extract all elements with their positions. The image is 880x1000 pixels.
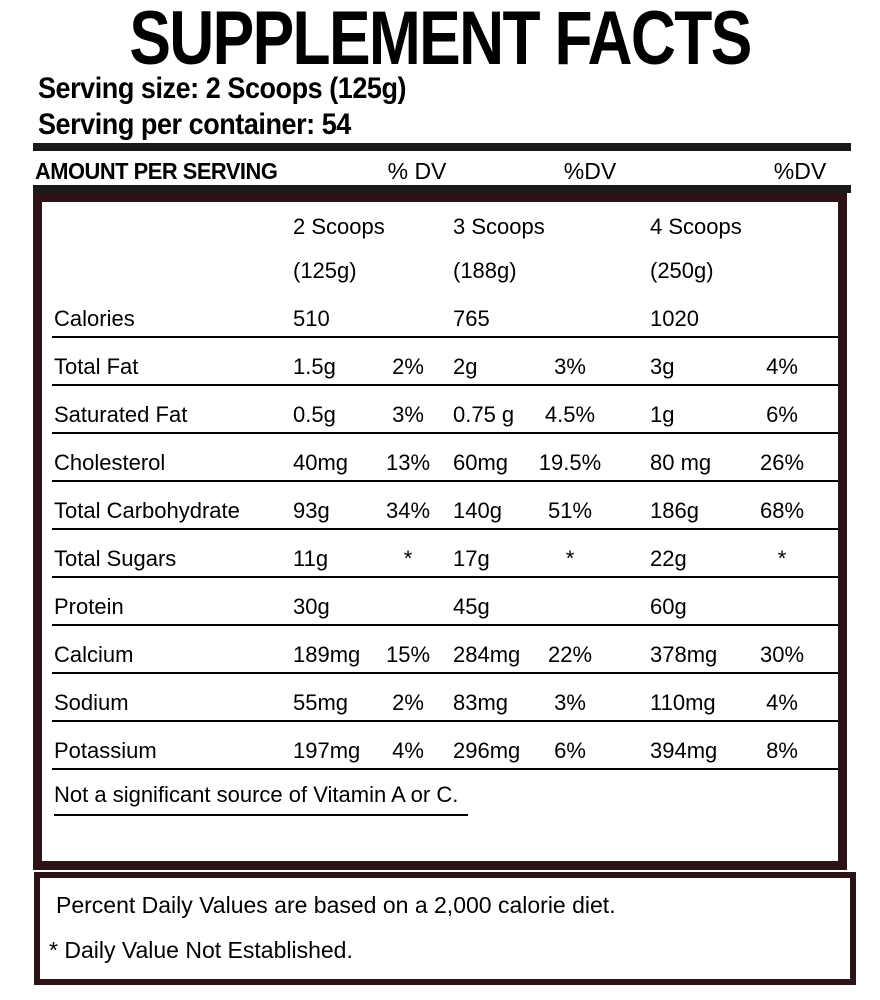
dv-header-1: % DV (387, 158, 447, 184)
dv-header-2: %DV (563, 158, 617, 184)
amount-col3: 186g (650, 498, 699, 523)
dv-col2: 6% (554, 738, 586, 763)
facts-panel (33, 193, 847, 870)
dv-col1: 2% (392, 354, 424, 379)
scoop-header-2: 3 Scoops (453, 214, 545, 239)
nutrient-row-total-sugars (42, 530, 838, 578)
dv-col3: 68% (759, 498, 805, 523)
dv-col1: 15% (385, 642, 431, 667)
dv-col2: 3% (554, 354, 586, 379)
nutrient-row-total-carbohydrate (42, 482, 838, 530)
servings-per-container-line: Serving per container: 54 (38, 108, 351, 141)
amount-col1: 189mg (293, 642, 361, 667)
amount-col2: 17g (453, 546, 490, 571)
dv-col3: 8% (766, 738, 798, 763)
dv-col3: 4% (766, 354, 798, 379)
amount-col1: 1.5g (293, 354, 336, 379)
thick-rule-bottom (33, 185, 851, 193)
dv-col3: 26% (759, 450, 805, 475)
amount-col1: 93g (293, 498, 330, 523)
nutrient-name: Total Fat (54, 354, 139, 379)
dv-col1: 4% (392, 738, 424, 763)
label-title: SUPPLEMENT FACTS (129, 0, 751, 81)
nutrient-row-sodium (42, 674, 838, 722)
nutrient-row-potassium (42, 722, 838, 770)
dv-col1: 3% (392, 402, 424, 427)
footnote-dv-not-established: * Daily Value Not Established. (49, 937, 353, 963)
nutrient-row-saturated-fat (42, 386, 838, 434)
gram-header-3: (250g) (650, 258, 714, 283)
dv-col1: * (403, 546, 413, 571)
footnote-box (34, 872, 856, 985)
amount-col1: 11g (293, 546, 329, 571)
nutrient-name: Cholesterol (54, 450, 166, 475)
amount-col1: 510 (293, 306, 330, 331)
amount-col3: 60g (650, 594, 687, 619)
dv-col2: 51% (547, 498, 593, 523)
gram-header-row (42, 246, 838, 290)
amount-col2: 83mg (453, 690, 509, 715)
amount-col3: 1g (650, 402, 675, 427)
scoop-header-3: 4 Scoops (650, 214, 742, 239)
scoop-header-row (42, 202, 838, 246)
amount-col2: 60mg (453, 450, 509, 475)
dv-col1: 13% (385, 450, 431, 475)
nutrient-name: Calcium (54, 642, 134, 667)
dv-col3: 6% (766, 402, 798, 427)
amount-col1: 40mg (293, 450, 349, 475)
dv-col1: 2% (392, 690, 424, 715)
amount-col2: 765 (453, 306, 490, 331)
serving-size-line: Serving size: 2 Scoops (125g) (38, 72, 407, 105)
dv-col2: * (565, 546, 575, 571)
nutrient-name: Total Sugars (54, 546, 177, 571)
dv-col2: 19.5% (538, 450, 602, 475)
amount-col2: 45g (453, 594, 490, 619)
nutrient-row-total-fat (42, 338, 838, 386)
amount-col1: 55mg (293, 690, 349, 715)
amount-col3: 22g (650, 546, 687, 571)
nutrient-name: Sodium (54, 690, 129, 715)
amount-col3: 394mg (650, 738, 718, 763)
nutrient-row-calories (42, 290, 838, 338)
dv-col1: 34% (385, 498, 431, 523)
insignificant-source-note: Not a significant source of Vitamin A or C. (54, 782, 838, 816)
nutrient-name: Calories (54, 306, 135, 331)
amount-col3: 110mg (650, 690, 716, 715)
dv-col3: * (777, 546, 787, 571)
nutrient-name: Protein (54, 594, 124, 619)
amount-col2: 2g (453, 354, 478, 379)
dv-col2: 3% (554, 690, 586, 715)
amount-col3: 3g (650, 354, 675, 379)
amount-col3: 378mg (650, 642, 718, 667)
nutrient-row-protein (42, 578, 838, 626)
amount-col2: 0.75 g (453, 402, 515, 427)
nutrient-name: Saturated Fat (54, 402, 188, 427)
thick-rule-top (33, 143, 851, 151)
nutrient-row-calcium (42, 626, 838, 674)
dv-col2: 4.5% (544, 402, 596, 427)
dv-col3: 4% (766, 690, 798, 715)
amount-per-serving-header: AMOUNT PER SERVING (35, 158, 278, 184)
amount-col1: 30g (293, 594, 330, 619)
amount-col2: 284mg (453, 642, 521, 667)
nutrient-row-cholesterol (42, 434, 838, 482)
nutrient-name: Total Carbohydrate (54, 498, 240, 523)
dv-col3: 30% (759, 642, 805, 667)
amount-col2: 296mg (453, 738, 521, 763)
nutrient-name: Potassium (54, 738, 157, 763)
dv-header-3: %DV (773, 158, 827, 184)
amount-col1: 197mg (293, 738, 361, 763)
scoop-header-1: 2 Scoops (293, 214, 385, 239)
amount-col3: 80 mg (650, 450, 712, 475)
gram-header-1: (125g) (293, 258, 357, 283)
amount-col1: 0.5g (293, 402, 336, 427)
footnote-dv-basis: Percent Daily Values are based on a 2,000 calorie diet. (56, 892, 616, 918)
amount-col2: 140g (453, 498, 502, 523)
dv-col2: 22% (547, 642, 593, 667)
gram-header-2: (188g) (453, 258, 517, 283)
amount-col3: 1020 (650, 306, 699, 331)
